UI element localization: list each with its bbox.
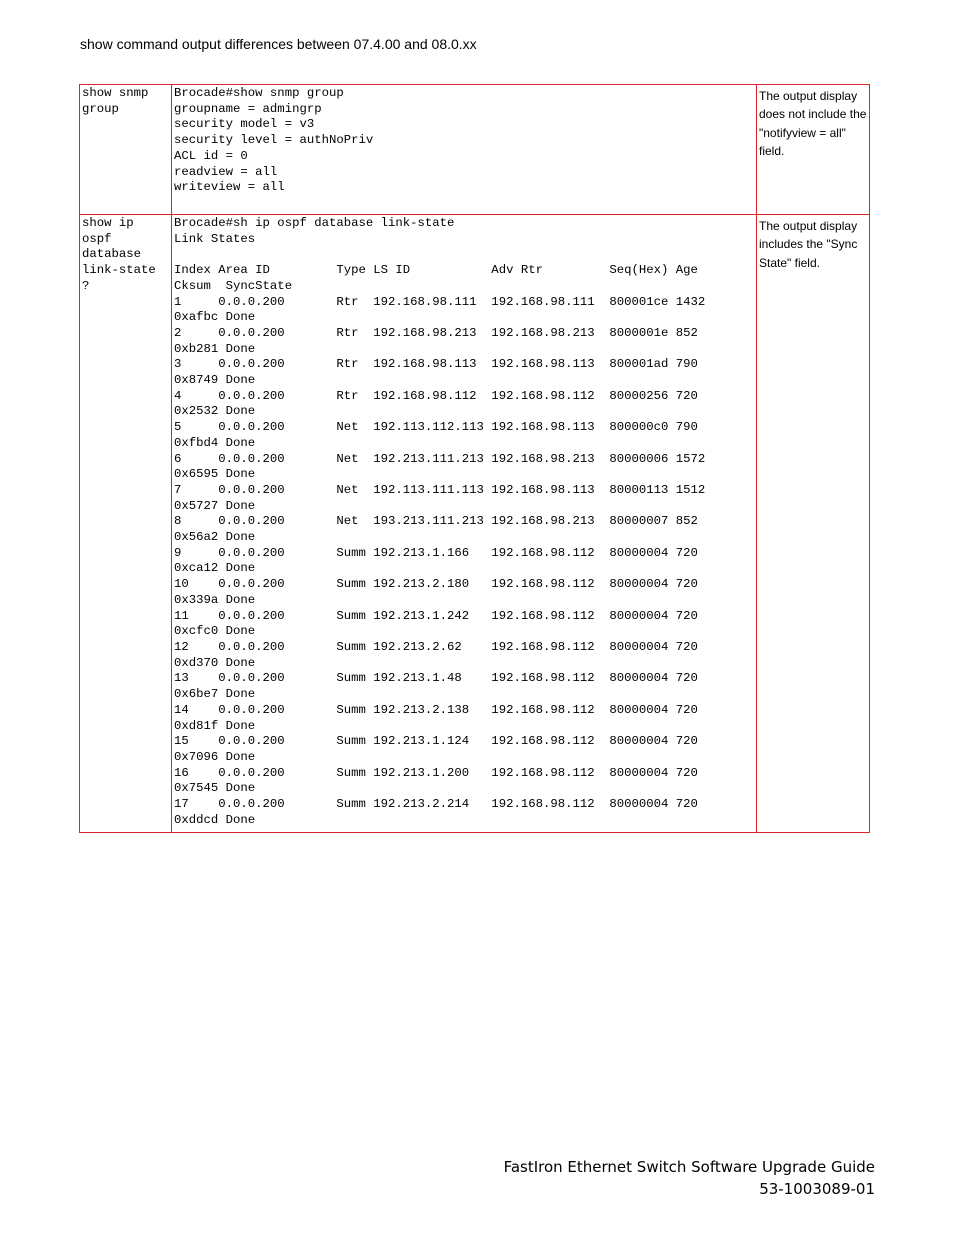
table-row <box>80 85 870 215</box>
note-cell <box>757 85 870 215</box>
command-cell <box>80 215 172 833</box>
guide-title: FastIron Ethernet Switch Software Upgrade Guide <box>503 1158 875 1176</box>
difference-note: The output display does not include the "notifyview = all" field. <box>759 89 867 158</box>
output-cell <box>172 85 757 215</box>
document-number: 53-1003089-01 <box>759 1180 875 1198</box>
command-cell <box>80 85 172 215</box>
page-header: show command output differences between 07.4.00 and 08.0.xx <box>80 36 477 52</box>
command-output: Brocade#show snmp group groupname = admingrp security model = v3 security level = authNoPriv ACL id = 0 readview = all writeview = all <box>174 86 374 195</box>
output-cell <box>172 215 757 833</box>
table-row <box>80 215 870 833</box>
difference-note: The output display includes the "Sync State" field. <box>759 219 858 270</box>
output-differences-table <box>79 84 870 833</box>
note-cell <box>757 215 870 833</box>
page-footer <box>504 1156 875 1200</box>
command-text: show snmp group <box>82 86 149 116</box>
command-output: Brocade#sh ip ospf database link-state Link States Index Area ID Type LS ID Adv Rtr Seq(Hex) Age Cksum SyncState 1 0.0.0.200 Rtr 192.168.98.111 192.168.98.111 800001ce 1432 0xafbc Done 2 0.0.0.200 Rtr 192.168.98.213 192.168.98.213 8000001e 852 0xb281 Done 3 0.0.0.200 Rtr 192.168.98.113 192.168.98.113 800001ad 790 0x8749 Done 4 0.0.0.200 Rtr 192.168.98.112 192.168.98.112 80000256 720 0x2532 Done 5 0.0.0.200 Net 192.113.112.113 192.168.98.113 800000c0 790 0xfbd4 Done 6 0.0.0.200 Net 192.213.111.213 192.168.98.213 80000006 1572 0x6595 Done 7 0.0.0.200 Net 192.113.111.113 192.168.98.113 80000113 1512 0x5727 Done 8 0.0.0.200 Net 193.213.111.213 192.168.98.213 80000007 852 0x56a2 Done 9 0.0.0.200 Summ 192.213.1.166 192.168.98.112 80000004 720 0xca12 Done 10 0.0.0.200 Summ 192.213.2.180 192.168.98.112 80000004 720 0x339a Done 11 0.0.0.200 Summ 192.213.1.242 192.168.98.112 80000004 720 0xcfc0 Done 12 0.0.0.200 Summ 192.213.2.62 192.168.98.112 80000004 720 0xd370 Done 13 0.0.0.200 Summ 192.213.1.48 192.168.98.112 80000004 720 0x6be7 Done 14 0.0.0.200 Summ 192.213.2.138 192.168.98.112 80000004 720 0xd81f Done 15 0.0.0.200 Summ 192.213.1.124 192.168.98.112 80000004 720 0x7096 Done 16 0.0.0.200 Summ 192.213.1.200 192.168.98.112 80000004 720 0x7545 Done 17 0.0.0.200 Summ 192.213.2.214 192.168.98.112 80000004 720 0xddcd Done <box>174 216 706 827</box>
command-text: show ip ospf database link-state ? <box>82 216 156 293</box>
